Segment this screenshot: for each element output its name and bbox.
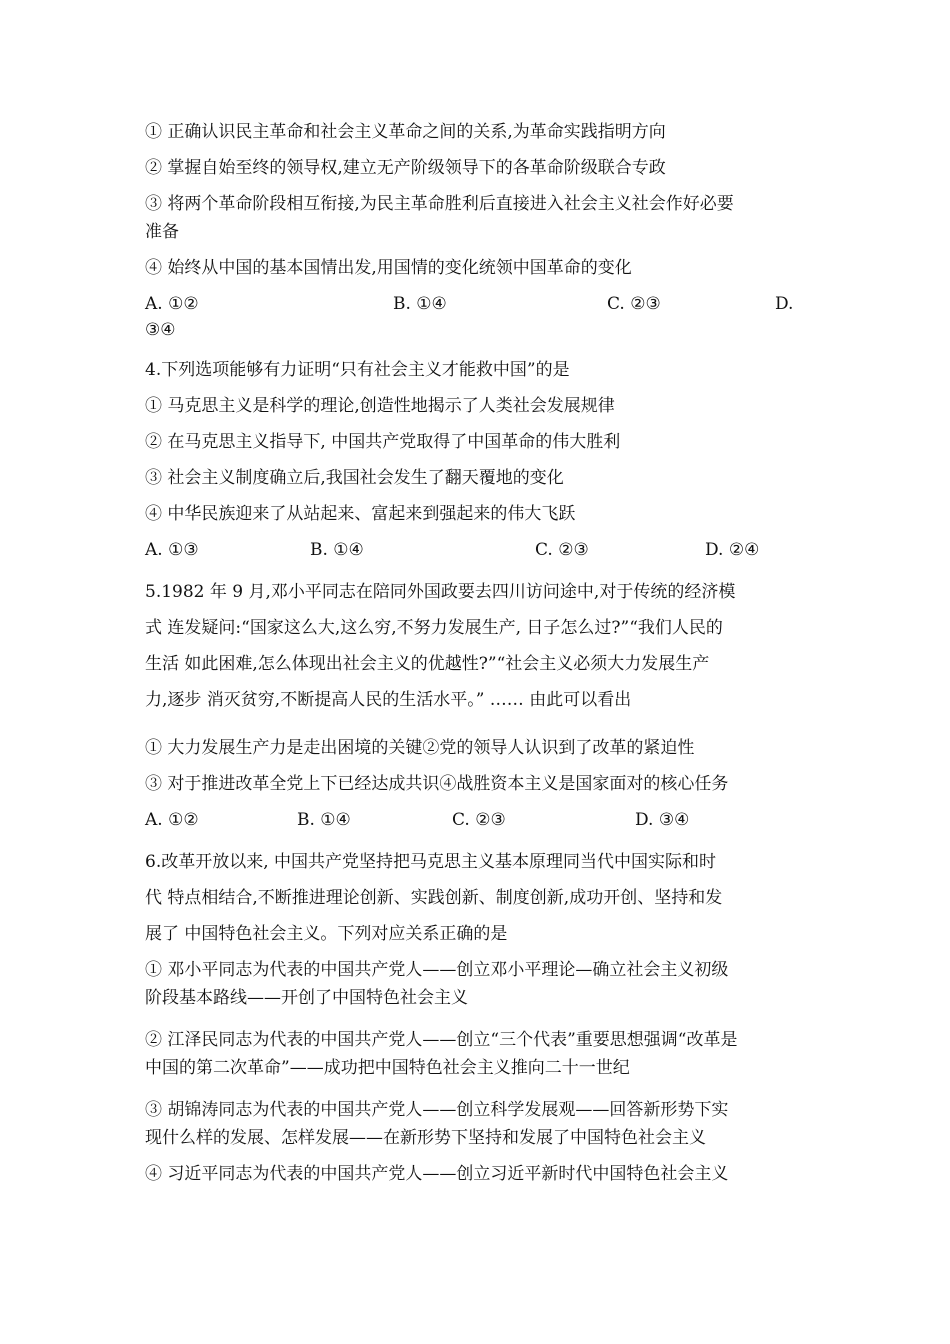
q3-choice-c: C. ②③ [607, 294, 661, 314]
q4-option-2: ② 在马克思主义指导下, 中国共产党取得了中国革命的伟大胜利 [145, 432, 621, 452]
q6-option-1-line1: ① 邓小平同志为代表的中国共产党人——创立邓小平理论—确立社会主义初级 [145, 960, 729, 980]
q6-option-1-line2: 阶段基本路线——开创了中国特色社会主义 [145, 988, 468, 1008]
q5-choice-c: C. ②③ [452, 810, 506, 830]
q3-option-2: ② 掌握自始至终的领导权,建立无产阶级领导下的各革命阶级联合专政 [145, 158, 666, 178]
q5-options-3-4: ③ 对于推进改革全党上下已经达成共识④战胜资本主义是国家面对的核心任务 [145, 774, 729, 794]
q5-choices [145, 806, 810, 834]
q6-option-4-line1: ④ 习近平同志为代表的中国共产党人——创立习近平新时代中国特色社会主义 [145, 1164, 729, 1184]
q4-option-3: ③ 社会主义制度确立后,我国社会发生了翻天覆地的变化 [145, 468, 564, 488]
q4-option-1: ① 马克思主义是科学的理论,创造性地揭示了人类社会发展规律 [145, 396, 615, 416]
q3-choice-d-value: ③④ [145, 320, 176, 340]
q3-option-4: ④ 始终从中国的基本国情出发,用国情的变化统领中国革命的变化 [145, 258, 632, 278]
q3-choices [145, 290, 810, 318]
q6-option-3-line1: ③ 胡锦涛同志为代表的中国共产党人——创立科学发展观——回答新形势下实 [145, 1100, 729, 1120]
q3-option-3-line2: 准备 [145, 222, 179, 242]
q4-choice-a: A. ①③ [145, 540, 199, 560]
q5-choice-a: A. ①② [145, 810, 199, 830]
q6-option-3-line2: 现什么样的发展、怎样发展——在新形势下坚持和发展了中国特色社会主义 [145, 1128, 706, 1148]
q3-choice-d: D. [775, 294, 794, 314]
q5-stem-line2: 式 连发疑问:“国家这么大,这么穷,不努力发展生产, 日子怎么过?”“我们人民的 [145, 618, 723, 638]
q6-stem-line1: 6.改革开放以来, 中国共产党坚持把马克思主义基本原理同当代中国实际和时 [145, 852, 717, 872]
q4-choice-b: B. ①④ [310, 540, 364, 560]
q6-stem-line3: 展了 中国特色社会主义。下列对应关系正确的是 [145, 924, 508, 944]
q3-option-1: ① 正确认识民主革命和社会主义革命之间的关系,为革命实践指明方向 [145, 122, 666, 142]
q6-option-2-line1: ② 江泽民同志为代表的中国共产党人——创立“三个代表”重要思想强调“改革是 [145, 1030, 738, 1050]
q4-option-4: ④ 中华民族迎来了从站起来、富起来到强起来的伟大飞跃 [145, 504, 576, 524]
q5-options-1-2: ① 大力发展生产力是走出困境的关键②党的领导人认识到了改革的紧迫性 [145, 738, 695, 758]
q6-option-2-line2: 中国的第二次革命”——成功把中国特色社会主义推向二十一世纪 [145, 1058, 630, 1078]
q4-choices [145, 536, 810, 564]
q6-stem-line2: 代 特点相结合,不断推进理论创新、实践创新、制度创新,成功开创、坚持和发 [145, 888, 723, 908]
q4-choice-c: C. ②③ [535, 540, 589, 560]
q5-stem-line3: 生活 如此困难,怎么体现出社会主义的优越性?”“社会主义必须大力发展生产 [145, 654, 710, 674]
exam-page [145, 118, 810, 1188]
q3-choice-a: A. ①② [145, 294, 199, 314]
q3-option-3-line1: ③ 将两个革命阶段相互衔接,为民主革命胜利后直接进入社会主义社会作好必要 [145, 194, 734, 214]
q5-choice-b: B. ①④ [297, 810, 351, 830]
q5-stem-line4: 力,逐步 消灭贫穷,不断提高人民的生活水平。” …… 由此可以看出 [145, 690, 632, 710]
q4-stem: 4.下列选项能够有力证明“只有社会主义才能救中国”的是 [145, 360, 570, 380]
q5-stem-line1: 5.1982 年 9 月,邓小平同志在陪同外国政要去四川访问途中,对于传统的经济模 [145, 582, 736, 602]
q3-choice-b: B. ①④ [393, 294, 447, 314]
q5-choice-d: D. ③④ [635, 810, 690, 830]
q4-choice-d: D. ②④ [705, 540, 760, 560]
